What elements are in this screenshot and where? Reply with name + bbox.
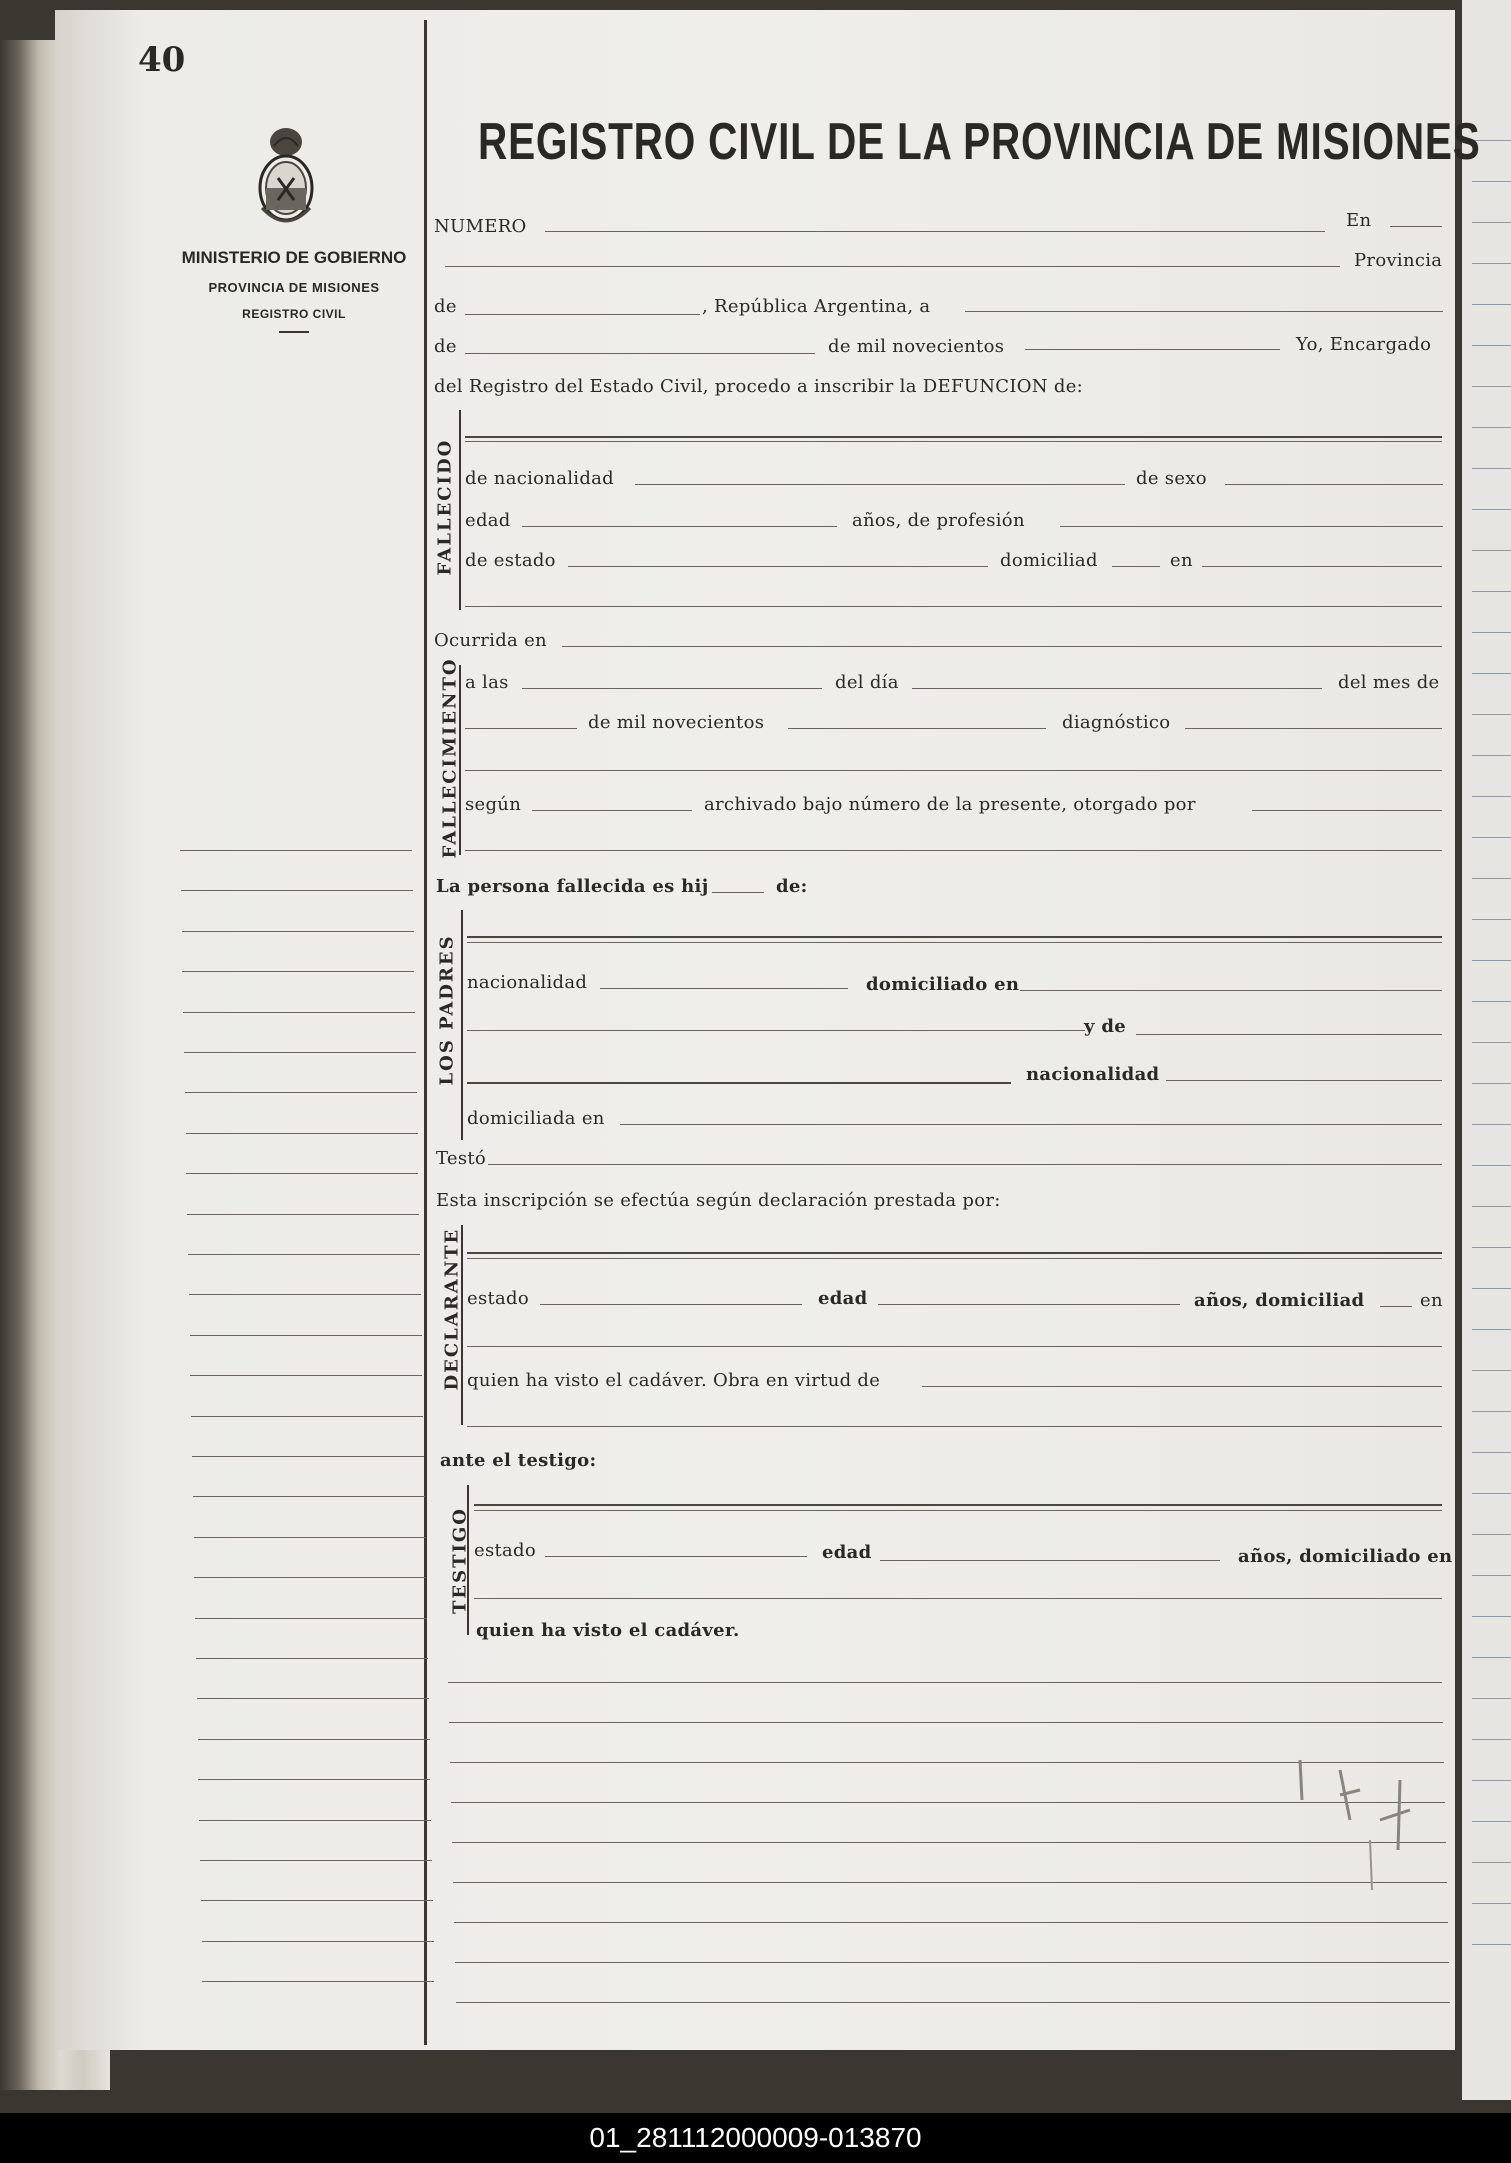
margin-rule bbox=[186, 1173, 418, 1174]
next-page-rule bbox=[1472, 1903, 1511, 1904]
declarante-name-line2 bbox=[467, 1258, 1442, 1259]
margin-rule bbox=[192, 1456, 424, 1457]
next-page-rule bbox=[1472, 1124, 1511, 1125]
margin-rule bbox=[193, 1496, 425, 1497]
padre-name-line2 bbox=[467, 942, 1442, 943]
ministry-block bbox=[170, 248, 418, 333]
margin-rule bbox=[194, 1537, 426, 1538]
testigo-domiciliado-label: años, domiciliado en bbox=[1238, 1546, 1453, 1567]
intro-label: del Registro del Estado Civil, procedo a inscribir la DEFUNCION de: bbox=[434, 376, 1084, 397]
segun-label: según bbox=[465, 794, 522, 815]
padre-nacionalidad-label: nacionalidad bbox=[467, 972, 588, 993]
a-las-label: a las bbox=[465, 672, 509, 693]
fallecido-estado-line bbox=[568, 566, 988, 567]
page-number: 40 bbox=[138, 40, 186, 80]
next-page-rule bbox=[1472, 1821, 1511, 1822]
madre-name-line bbox=[1136, 1034, 1442, 1035]
hija-de-label: La persona fallecida es hij bbox=[436, 876, 709, 897]
next-page-rule bbox=[1472, 1411, 1511, 1412]
note-rule bbox=[455, 1962, 1449, 1963]
fallecido-profesion-line bbox=[1060, 526, 1443, 527]
fallecimiento-mil-label: de mil novecientos bbox=[588, 712, 765, 733]
next-page-rule bbox=[1472, 837, 1511, 838]
ministry-line2: PROVINCIA DE MISIONES bbox=[208, 280, 380, 295]
padre-name-line bbox=[467, 936, 1442, 938]
margin-rule bbox=[181, 890, 413, 891]
note-rule bbox=[454, 1922, 1448, 1923]
republica-label: , República Argentina, a bbox=[702, 296, 931, 317]
declarante-cadaver-label: quien ha visto el cadáver. Obra en virtud de bbox=[467, 1370, 881, 1391]
declarante-domicilio-line2 bbox=[467, 1346, 1442, 1347]
hija-suffix-line bbox=[712, 892, 764, 893]
republica-line bbox=[965, 311, 1443, 312]
next-page-rule bbox=[1472, 386, 1511, 387]
next-page-rule bbox=[1472, 591, 1511, 592]
next-page-rule bbox=[1472, 673, 1511, 674]
padres-de-label: de: bbox=[776, 876, 808, 897]
declarante-edad-label: edad bbox=[818, 1288, 868, 1309]
margin-rule bbox=[190, 1375, 422, 1376]
de2-line bbox=[465, 353, 815, 354]
testo-line bbox=[488, 1164, 1442, 1165]
margin-rule bbox=[180, 850, 412, 851]
fallecimiento-side-label: FALLECIMIENTO bbox=[439, 657, 461, 859]
fallecido-extra-line bbox=[465, 606, 1442, 607]
declarante-domiciliad-line bbox=[1380, 1306, 1412, 1307]
padre-nacionalidad-line bbox=[600, 988, 848, 989]
margin-rule bbox=[199, 1820, 431, 1821]
next-page-rule bbox=[1472, 1452, 1511, 1453]
ministry-line1: MINISTERIO DE GOBIERNO bbox=[181, 248, 407, 267]
margin-rule bbox=[191, 1416, 423, 1417]
next-page-rule bbox=[1472, 509, 1511, 510]
del-mes-label: del mes de bbox=[1338, 672, 1440, 693]
margin-rule bbox=[190, 1335, 422, 1336]
margin-rule bbox=[196, 1658, 428, 1659]
next-page-rule bbox=[1472, 714, 1511, 715]
de1-label: de bbox=[434, 296, 457, 317]
next-page-rule bbox=[1472, 550, 1511, 551]
fallecido-name-line bbox=[465, 436, 1442, 438]
next-page-rule bbox=[1472, 960, 1511, 961]
next-page-rule bbox=[1472, 427, 1511, 428]
madre-domiciliada-line bbox=[620, 1124, 1442, 1125]
declarante-virtud-line2 bbox=[467, 1426, 1442, 1427]
next-page-rule bbox=[1472, 1862, 1511, 1863]
next-page-rule bbox=[1472, 1657, 1511, 1658]
next-page-rule bbox=[1472, 878, 1511, 879]
de2-label: de bbox=[434, 336, 457, 357]
fallecido-domiciliad-label: domiciliad bbox=[1000, 550, 1098, 571]
fallecido-edad-label: edad bbox=[465, 510, 511, 531]
next-page-rule bbox=[1472, 304, 1511, 305]
segun-line bbox=[532, 810, 692, 811]
next-page-rule bbox=[1472, 1493, 1511, 1494]
next-page-rule bbox=[1472, 919, 1511, 920]
numero-label: NUMERO bbox=[434, 216, 527, 237]
next-page-rule bbox=[1472, 1165, 1511, 1166]
del-dia-line bbox=[912, 688, 1322, 689]
next-page-rule bbox=[1472, 1001, 1511, 1002]
ocurrida-line bbox=[562, 646, 1442, 647]
margin-rule bbox=[201, 1900, 433, 1901]
madre-name-line2 bbox=[467, 1082, 1011, 1084]
declarante-en-label: en bbox=[1420, 1290, 1443, 1311]
declarante-domiciliad-label: años, domiciliad bbox=[1194, 1290, 1365, 1311]
next-page-rule bbox=[1472, 1575, 1511, 1576]
fallecido-nacionalidad-label: de nacionalidad bbox=[465, 468, 615, 489]
fallecido-en-label: en bbox=[1170, 550, 1193, 571]
provincia-line bbox=[445, 266, 1340, 267]
declarante-virtud-line bbox=[922, 1386, 1442, 1387]
next-page-rule bbox=[1472, 1329, 1511, 1330]
next-page-rule bbox=[1472, 1739, 1511, 1740]
next-page-rule bbox=[1472, 1616, 1511, 1617]
fallecido-name-line2 bbox=[465, 441, 1442, 442]
margin-rule bbox=[197, 1698, 429, 1699]
next-page-rule bbox=[1472, 1247, 1511, 1248]
diagnostico-line bbox=[1185, 728, 1442, 729]
testigo-edad-line bbox=[880, 1560, 1220, 1561]
declarante-name-line bbox=[467, 1252, 1442, 1254]
padres-side-label: LOS PADRES bbox=[436, 934, 458, 1086]
margin-rule bbox=[198, 1779, 430, 1780]
fallecido-profesion-label: años, de profesión bbox=[852, 510, 1025, 531]
fallecido-sexo-line bbox=[1225, 484, 1443, 485]
fallecimiento-ano-line bbox=[788, 728, 1046, 729]
ministry-dash bbox=[279, 331, 309, 333]
next-page-rule bbox=[1472, 755, 1511, 756]
margin-rule bbox=[185, 1092, 417, 1093]
margin-rule bbox=[189, 1294, 421, 1295]
margin-rule bbox=[182, 931, 414, 932]
de1-line bbox=[465, 314, 700, 315]
margin-rule bbox=[186, 1133, 418, 1134]
archivado-label: archivado bajo número de la presente, otorgado por bbox=[704, 794, 1196, 815]
declarante-edad-line bbox=[878, 1304, 1180, 1305]
next-page-rule bbox=[1472, 796, 1511, 797]
declarante-side-label: DECLARANTE bbox=[441, 1227, 463, 1391]
handwritten-marks bbox=[1280, 1740, 1440, 1900]
margin-rule bbox=[183, 1012, 415, 1013]
en-line bbox=[1390, 226, 1442, 227]
fallecido-nacionalidad-line bbox=[635, 484, 1125, 485]
fallecido-edad-line bbox=[522, 526, 837, 527]
testigo-name-line2 bbox=[474, 1510, 1442, 1511]
en-label: En bbox=[1346, 210, 1372, 231]
next-page-rule bbox=[1472, 263, 1511, 264]
declarante-intro-label: Esta inscripción se efectúa según declaración prestada por: bbox=[436, 1190, 1001, 1211]
margin-rule bbox=[182, 971, 414, 972]
ministry-line3: REGISTRO CIVIL bbox=[242, 307, 346, 321]
margin-rule bbox=[188, 1254, 420, 1255]
next-page-rule bbox=[1472, 1780, 1511, 1781]
next-page-rule bbox=[1472, 1698, 1511, 1699]
testigo-cadaver-label: quien ha visto el cadáver. bbox=[476, 1620, 740, 1641]
mes-line bbox=[465, 728, 577, 729]
padre-domiciliado-line bbox=[1020, 990, 1442, 991]
next-page-edge bbox=[1462, 0, 1511, 2100]
diagnostico-line2 bbox=[465, 770, 1442, 771]
margin-rule bbox=[202, 1941, 434, 1942]
image-id-footer: 01_281112000009-013870 bbox=[0, 2113, 1511, 2163]
declarante-estado-line bbox=[540, 1304, 802, 1305]
next-page-rule bbox=[1472, 632, 1511, 633]
testigo-name-line bbox=[474, 1504, 1442, 1506]
next-page-rule bbox=[1472, 1288, 1511, 1289]
ocurrida-label: Ocurrida en bbox=[434, 630, 547, 651]
testigo-domicilio-line2 bbox=[474, 1598, 1442, 1599]
diagnostico-label: diagnóstico bbox=[1062, 712, 1171, 733]
fallecido-domiciliad-line bbox=[1112, 566, 1160, 567]
fallecido-en-line bbox=[1202, 566, 1442, 567]
yo-encargado-label: Yo, Encargado bbox=[1296, 334, 1432, 355]
provincia-label: Provincia bbox=[1354, 250, 1443, 271]
next-page-rule bbox=[1472, 1534, 1511, 1535]
numero-line bbox=[545, 231, 1325, 232]
margin-rule bbox=[200, 1860, 432, 1861]
del-dia-label: del día bbox=[835, 672, 899, 693]
testo-label: Testó bbox=[436, 1148, 487, 1169]
testigo-estado-line bbox=[545, 1556, 807, 1557]
ano-line bbox=[1025, 349, 1280, 350]
padre-domiciliado-label: domiciliado en bbox=[866, 974, 1020, 995]
next-page-rule bbox=[1472, 468, 1511, 469]
madre-nacionalidad-line bbox=[1166, 1080, 1442, 1081]
testigo-estado-label: estado bbox=[474, 1540, 537, 1561]
a-las-line bbox=[522, 688, 822, 689]
margin-rule bbox=[202, 1981, 434, 1982]
fallecido-sexo-label: de sexo bbox=[1136, 468, 1207, 489]
next-page-rule bbox=[1472, 181, 1511, 182]
note-rule bbox=[449, 1722, 1443, 1723]
testigo-edad-label: edad bbox=[822, 1542, 872, 1563]
margin-rule bbox=[194, 1577, 426, 1578]
next-page-rule bbox=[1472, 1206, 1511, 1207]
otorgado-line bbox=[1252, 810, 1442, 811]
next-page-rule bbox=[1472, 1944, 1511, 1945]
testigo-side-label: TESTIGO bbox=[449, 1507, 471, 1614]
coat-of-arms-icon bbox=[252, 122, 320, 234]
fallecido-bracket bbox=[459, 410, 461, 610]
madre-domiciliada-label: domiciliada en bbox=[467, 1108, 605, 1129]
column-divider bbox=[424, 20, 427, 2045]
padres-bracket bbox=[461, 910, 463, 1140]
note-rule bbox=[448, 1682, 1442, 1683]
margin-rule bbox=[184, 1052, 416, 1053]
otorgado-line2 bbox=[465, 850, 1442, 851]
next-page-rule bbox=[1472, 222, 1511, 223]
next-page-rule bbox=[1472, 1370, 1511, 1371]
y-de-label: y de bbox=[1084, 1016, 1126, 1037]
next-page-rule bbox=[1472, 1083, 1511, 1084]
margin-rule bbox=[195, 1618, 427, 1619]
next-page-rule bbox=[1472, 1042, 1511, 1043]
mil-novecientos-label: de mil novecientos bbox=[828, 336, 1005, 357]
fallecido-side-label: FALLECIDO bbox=[434, 438, 456, 576]
declarante-estado-label: estado bbox=[467, 1288, 530, 1309]
note-rule bbox=[456, 2002, 1450, 2003]
margin-rule bbox=[187, 1214, 419, 1215]
page-title: REGISTRO CIVIL DE LA PROVINCIA DE MISIONES bbox=[478, 113, 1481, 171]
fallecido-estado-label: de estado bbox=[465, 550, 556, 571]
testigo-intro-label: ante el testigo: bbox=[440, 1450, 597, 1471]
margin-rule bbox=[198, 1739, 430, 1740]
madre-nacionalidad-label: nacionalidad bbox=[1026, 1064, 1160, 1085]
next-page-rule bbox=[1472, 345, 1511, 346]
padre-domicilio-line2 bbox=[467, 1030, 1085, 1031]
